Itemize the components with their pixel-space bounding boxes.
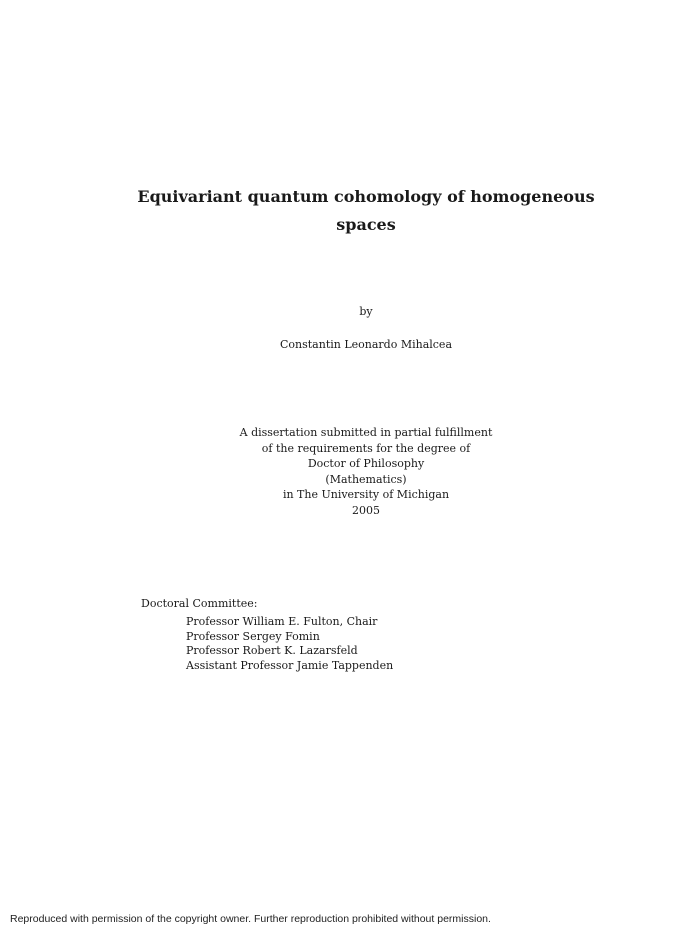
statement-line: (Mathematics) — [325, 472, 407, 486]
dissertation-title: Equivariant quantum cohomology of homogeneous spaces — [137, 187, 595, 234]
committee-member: Professor William E. Fulton, Chair — [186, 615, 378, 628]
by-line: by — [359, 305, 373, 318]
copyright-footer: Reproduced with permission of the copyright owner. Further reproduction prohibited without permission. — [10, 913, 491, 925]
author-name: Constantin Leonardo Mihalcea — [279, 338, 453, 351]
statement-line: A dissertation submitted in partial fulfillment — [239, 426, 493, 439]
committee-member: Professor Sergey Fomin — [186, 629, 320, 643]
committee-member: Assistant Professor Jamie Tappenden — [186, 658, 394, 672]
statement-year: 2005 — [352, 503, 380, 517]
statement-line: in The University of Michigan — [282, 488, 450, 501]
committee-member: Professor Robert K. Lazarsfeld — [186, 644, 358, 657]
committee-heading: Doctoral Committee: — [141, 597, 258, 610]
statement-line: Doctor of Philosophy — [307, 457, 425, 470]
statement-line: of the requirements for the degree of — [261, 441, 471, 455]
committee-list — [186, 615, 393, 673]
degree-statement — [0, 425, 700, 518]
